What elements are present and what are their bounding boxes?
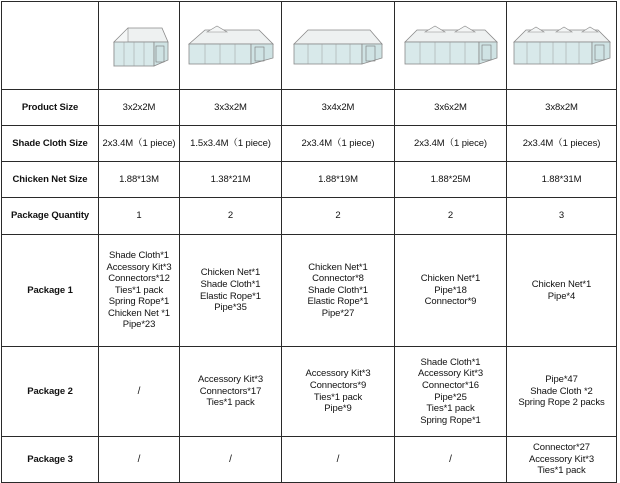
empty-slash: / [137,385,141,397]
chicken-net-size-row [2,162,617,198]
product-size-cell: 3x6x2M [395,90,507,126]
package-item: Shade Cloth*1 [308,284,368,296]
product-size-cell: 3x2x2M [99,90,180,126]
package-item: Connectors*9 [309,379,367,391]
shade-cloth-size-cell: 2x3.4M（1 pieces) [507,126,617,162]
package-item: Chicken Net*1 [308,261,368,273]
package-quantity-cell: 2 [282,198,395,235]
package-item: Connector*9 [424,296,477,308]
package-item: Pipe*47 [545,374,578,386]
chicken-coop-extra-large-icon [510,24,614,68]
package-2-row [2,347,617,437]
coop-image-3x4x2 [282,2,395,90]
package-item: Pipe*9 [324,403,352,415]
package-item: Connector*8 [312,273,364,285]
package-item: Shade Cloth*1 [420,356,481,368]
coop-image-3x8x2 [507,2,617,90]
image-header-row [2,2,617,90]
package-item: Chicken Net*1 [420,273,481,285]
shade-cloth-size-cell: 2x3.4M（1 piece) [99,126,180,162]
package-quantity-cell: 2 [395,198,507,235]
package-quantity-row [2,198,617,235]
shade-cloth-size-cell: 1.5x3.4M（1 piece) [180,126,282,162]
package-item: Pipe*25 [434,391,467,403]
package-item: Spring Rope 2 packs [518,397,605,409]
package-2-contents [99,347,180,437]
package-quantity-cell: 3 [507,198,617,235]
package-item: Connector*16 [422,379,479,391]
chicken-coop-small-icon [108,20,170,72]
package-2-contents [282,347,395,437]
package-2-contents [395,347,507,437]
package-item: Connector*27 [533,442,590,454]
chicken-net-size-cell: 1.38*21M [180,162,282,198]
row-label-package-1: Package 1 [2,235,99,347]
package-item: Ties*1 pack [537,465,586,477]
empty-slash: / [449,453,452,465]
product-size-row [2,90,617,126]
package-item: Accessory Kit*3 [106,261,172,273]
package-item: Connectors*17 [199,385,262,397]
coop-image-3x3x2 [180,2,282,90]
row-label-package-quantity: Package Quantity [2,198,99,235]
product-size-cell: 3x8x2M [507,90,617,126]
package-item: Connectors*12 [108,273,170,285]
shade-cloth-size-cell: 2x3.4M（1 piece) [395,126,507,162]
package-2-contents [507,347,617,437]
package-item: Pipe*27 [321,307,355,319]
empty-slash: / [336,453,340,465]
package-2-contents [180,347,282,437]
chicken-net-size-cell: 1.88*25M [395,162,507,198]
coop-image-3x6x2 [395,2,507,90]
package-1-row [2,235,617,347]
package-item: Pipe*35 [214,302,247,314]
package-1-contents [99,235,180,347]
header-corner-cell [2,2,99,90]
package-item: Chicken Net *1 [108,307,170,319]
package-item: Accessory Kit*3 [197,374,264,386]
product-size-cell: 3x3x2M [180,90,282,126]
chicken-net-size-cell: 1.88*19M [282,162,395,198]
row-label-chicken-net-size: Chicken Net Size [2,162,99,198]
package-item: Accessory Kit*3 [528,453,595,465]
chicken-coop-medium-icon [185,24,277,68]
package-3-row [2,437,617,483]
package-item: Shade Cloth*1 [109,249,169,261]
package-3-contents [180,437,282,483]
chicken-coop-medium-large-icon [290,24,386,68]
package-item: Ties*1 pack [426,403,475,415]
package-item: Ties*1 pack [114,284,164,296]
package-3-contents [282,437,395,483]
shade-cloth-size-row [2,126,617,162]
empty-slash: / [229,453,232,465]
package-1-contents [507,235,617,347]
package-item: Chicken Net*1 [200,267,261,279]
shade-cloth-size-cell: 2x3.4M（1 piece) [282,126,395,162]
product-size-cell: 3x4x2M [282,90,395,126]
package-quantity-cell: 2 [180,198,282,235]
row-label-package-2: Package 2 [2,347,99,437]
package-item: Pipe*23 [122,319,156,331]
package-item: Elastic Rope*1 [200,290,261,302]
package-item: Spring Rope*1 [420,414,481,426]
empty-slash: / [137,453,141,465]
chicken-net-size-cell: 1.88*31M [507,162,617,198]
row-label-shade-cloth-size: Shade Cloth Size [2,126,99,162]
package-item: Elastic Rope*1 [307,296,369,308]
package-1-contents [180,235,282,347]
package-item: Chicken Net*1 [531,278,592,290]
package-quantity-cell: 1 [99,198,180,235]
package-1-contents [282,235,395,347]
package-item: Accessory Kit*3 [417,368,484,380]
package-item: Ties*1 pack [313,391,363,403]
package-1-contents [395,235,507,347]
package-item: Ties*1 pack [206,397,255,409]
package-3-contents [395,437,507,483]
package-3-contents [99,437,180,483]
coop-image-3x2x2 [99,2,180,90]
package-item: Pipe*18 [434,284,467,296]
package-item: Pipe*4 [547,290,576,302]
package-3-contents [507,437,617,483]
package-item: Shade Cloth*1 [200,278,261,290]
row-label-package-3: Package 3 [2,437,99,483]
row-label-product-size: Product Size [2,90,99,126]
package-item: Shade Cloth *2 [530,385,593,397]
package-item: Accessory Kit*3 [305,368,371,380]
chicken-net-size-cell: 1.88*13M [99,162,180,198]
product-spec-table [1,1,617,483]
package-item: Spring Rope*1 [108,296,170,308]
chicken-coop-large-icon [401,24,501,68]
